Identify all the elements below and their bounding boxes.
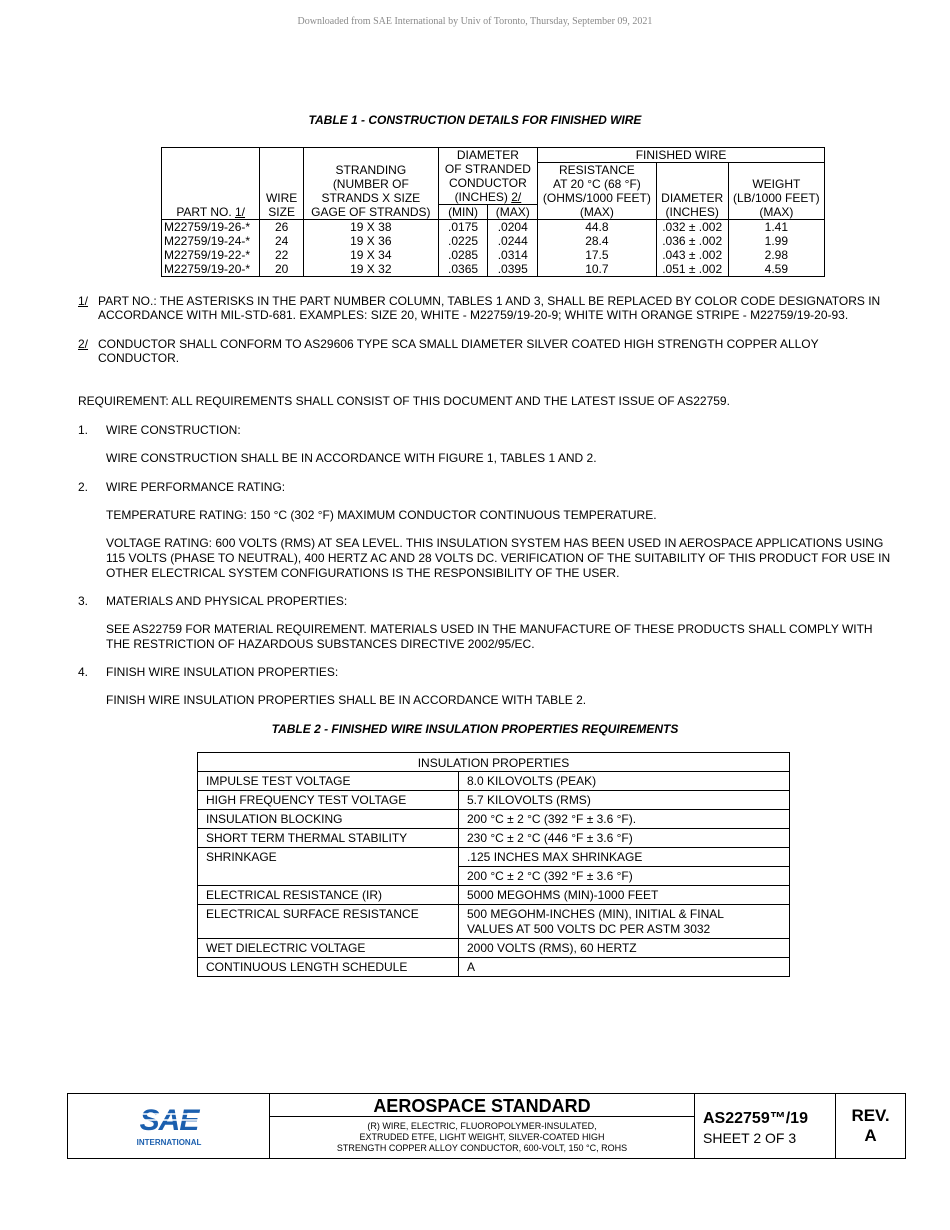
property-value: 230 °C ± 2 °C (446 °F ± 3.6 °F)	[459, 829, 790, 848]
section-heading: WIRE CONSTRUCTION:	[106, 423, 241, 437]
header-stranding: STRANDING (NUMBER OF STRANDS X SIZE GAGE OF STRANDS)	[303, 148, 438, 220]
cell-dmax: .0244	[488, 234, 538, 248]
property-value: 500 MEGOHM-INCHES (MIN), INITIAL & FINAL VALUES AT 500 VOLTS DC PER ASTM 3032	[459, 905, 790, 939]
section-heading: FINISH WIRE INSULATION PROPERTIES:	[106, 665, 339, 679]
cell-stranding: 19 X 36	[303, 234, 438, 248]
cell-weight: 1.99	[728, 234, 824, 248]
footnote-text: PART NO.: THE ASTERISKS IN THE PART NUMBER COLUMN, TABLES 1 AND 3, SHALL BE REPLACED BY COLOR CODE DESIGNATORS IN ACCORDANCE WITH MIL-STD-681. EXAMPLES: SIZE 20, WHITE - M22759/19-20-9; WHITE WITH ORANGE STRIPE - M22759/19-20-93.	[98, 294, 881, 322]
cell-resistance: 10.7	[538, 262, 657, 277]
requirement-statement: REQUIREMENT: ALL REQUIREMENTS SHALL CONSIST OF THIS DOCUMENT AND THE LATEST ISSUE OF AS22759.	[78, 394, 730, 408]
sae-logo-text: SAE	[139, 1104, 199, 1137]
cell-weight: 4.59	[728, 262, 824, 277]
table-row	[162, 234, 825, 248]
section-number: 4.	[78, 665, 89, 679]
header-fw-diameter: DIAMETER (INCHES)	[656, 163, 728, 220]
cell-dmin: .0365	[438, 262, 488, 277]
cell-part: M22759/19-20-*	[162, 262, 260, 277]
title-cell	[270, 1094, 695, 1158]
property-name: HIGH FREQUENCY TEST VOLTAGE	[198, 791, 459, 810]
cell-weight: 2.98	[728, 248, 824, 262]
header-resistance: RESISTANCE AT 20 °C (68 °F) (OHMS/1000 FEET) (MAX)	[538, 163, 657, 220]
header-wire-size: WIRE SIZE	[260, 148, 304, 220]
cell-diameter: .036 ± .002	[656, 234, 728, 248]
property-name: ELECTRICAL RESISTANCE (IR)	[198, 886, 459, 905]
section-number: 1.	[78, 423, 89, 437]
header-stranded-diameter: DIAMETER OF STRANDED CONDUCTOR (INCHES) 2/	[438, 148, 537, 205]
header-finished-wire: FINISHED WIRE	[538, 148, 825, 163]
section-number: 3.	[78, 594, 89, 608]
property-value: 8.0 KILOVOLTS (PEAK)	[459, 772, 790, 791]
table-row	[198, 810, 790, 829]
construction-details-table	[161, 147, 825, 277]
property-name: SHORT TERM THERMAL STABILITY	[198, 829, 459, 848]
table1-title: TABLE 1 - CONSTRUCTION DETAILS FOR FINISHED WIRE	[308, 113, 642, 127]
cell-diameter: .043 ± .002	[656, 248, 728, 262]
property-value: 5.7 KILOVOLTS (RMS)	[459, 791, 790, 810]
cell-part: M22759/19-26-*	[162, 220, 260, 235]
revision: REV. A	[851, 1106, 890, 1145]
cell-resistance: 28.4	[538, 234, 657, 248]
property-name: SHRINKAGE	[198, 848, 459, 886]
table-row	[198, 958, 790, 977]
property-value: A	[459, 958, 790, 977]
cell-dmin: .0225	[438, 234, 488, 248]
cell-dmax: .0204	[488, 220, 538, 235]
cell-dmin: .0285	[438, 248, 488, 262]
sae-logo-subtext: INTERNATIONAL	[136, 1138, 202, 1147]
cell-size: 24	[260, 234, 304, 248]
cell-diameter: .051 ± .002	[656, 262, 728, 277]
header-weight: WEIGHT (LB/1000 FEET) (MAX)	[728, 163, 824, 220]
table2-header: INSULATION PROPERTIES	[198, 753, 790, 772]
property-name: IMPULSE TEST VOLTAGE	[198, 772, 459, 791]
table-row	[198, 848, 790, 867]
cell-resistance: 17.5	[538, 248, 657, 262]
doc-number: AS22759™/19	[703, 1110, 808, 1127]
table-row	[198, 829, 790, 848]
section-heading: WIRE PERFORMANCE RATING:	[106, 480, 286, 494]
header-part-no: PART NO. 1/	[162, 148, 260, 220]
insulation-properties-table	[197, 752, 790, 977]
standard-description: (R) WIRE, ELECTRIC, FLUOROPOLYMER-INSULATED, EXTRUDED ETFE, LIGHT WEIGHT, SILVER-COATED HIGH STRENGTH COPPER ALLOY CONDUCTOR, 600-VOLT, 150 °C, ROHS	[336, 1121, 628, 1153]
property-name: WET DIELECTRIC VOLTAGE	[198, 939, 459, 958]
header-max: (MAX)	[488, 205, 538, 220]
table-row	[198, 886, 790, 905]
table-row	[198, 791, 790, 810]
property-name: ELECTRICAL SURFACE RESISTANCE	[198, 905, 459, 939]
cell-size: 20	[260, 262, 304, 277]
section-number: 2.	[78, 480, 89, 494]
property-value: 5000 MEGOHMS (MIN)-1000 FEET	[459, 886, 790, 905]
table2-title: TABLE 2 - FINISHED WIRE INSULATION PROPERTIES REQUIREMENTS	[271, 722, 679, 736]
section-paragraph: FINISH WIRE INSULATION PROPERTIES SHALL BE IN ACCORDANCE WITH TABLE 2.	[106, 693, 587, 707]
cell-weight: 1.41	[728, 220, 824, 235]
cell-size: 22	[260, 248, 304, 262]
document-footer	[67, 1093, 906, 1159]
section-heading: MATERIALS AND PHYSICAL PROPERTIES:	[106, 594, 348, 608]
download-watermark: Downloaded from SAE International by Univ of Toronto, Thursday, September 09, 2021	[297, 16, 653, 27]
cell-stranding: 19 X 38	[303, 220, 438, 235]
table-row	[162, 262, 825, 277]
cell-size: 26	[260, 220, 304, 235]
cell-stranding: 19 X 32	[303, 262, 438, 277]
cell-dmax: .0314	[488, 248, 538, 262]
table-row	[162, 248, 825, 262]
property-value: 200 °C ± 2 °C (392 °F ± 3.6 °F).	[459, 810, 790, 829]
table-row	[162, 220, 825, 235]
section-paragraph: WIRE CONSTRUCTION SHALL BE IN ACCORDANCE WITH FIGURE 1, TABLES 1 AND 2.	[106, 451, 597, 465]
footnote-text: CONDUCTOR SHALL CONFORM TO AS29606 TYPE SCA SMALL DIAMETER SILVER COATED HIGH STRENGTH COPPER ALLOY CONDUCTOR.	[98, 337, 819, 365]
standard-title: AEROSPACE STANDARD	[270, 1094, 694, 1117]
logo-cell	[68, 1094, 270, 1158]
section-paragraph: VOLTAGE RATING: 600 VOLTS (RMS) AT SEA LEVEL. THIS INSULATION SYSTEM HAS BEEN USED IN AEROSPACE APPLICATIONS USING 115 VOLTS (PHASE TO NEUTRAL), 400 HERTZ AC AND 28 VOLTS DC. VERIFICATION OF THE SUITABILITY OF THIS PRODUCT FOR USE IN OTHER ELECTRICAL SYSTEM CONFIGURATIONS IS THE RESPONSIBILITY OF THE USER.	[106, 536, 891, 580]
cell-stranding: 19 X 34	[303, 248, 438, 262]
footnote-mark: 2/	[78, 337, 89, 351]
section-paragraph: TEMPERATURE RATING: 150 °C (302 °F) MAXIMUM CONDUCTOR CONTINUOUS TEMPERATURE.	[106, 508, 657, 522]
property-value: 200 °C ± 2 °C (392 °F ± 3.6 °F)	[459, 867, 790, 886]
property-name: INSULATION BLOCKING	[198, 810, 459, 829]
sheet-number: SHEET 2 OF 3	[703, 1130, 797, 1146]
footnote-2	[78, 337, 888, 365]
table-row	[198, 772, 790, 791]
property-value: 2000 VOLTS (RMS), 60 HERTZ	[459, 939, 790, 958]
cell-part: M22759/19-24-*	[162, 234, 260, 248]
cell-dmin: .0175	[438, 220, 488, 235]
header-min: (MIN)	[438, 205, 488, 220]
table-row	[198, 905, 790, 939]
footnote-1	[78, 294, 888, 322]
footnote-mark: 1/	[78, 294, 89, 308]
doc-number-cell	[695, 1094, 836, 1158]
cell-part: M22759/19-22-*	[162, 248, 260, 262]
cell-resistance: 44.8	[538, 220, 657, 235]
property-name: CONTINUOUS LENGTH SCHEDULE	[198, 958, 459, 977]
revision-cell	[836, 1094, 905, 1158]
cell-diameter: .032 ± .002	[656, 220, 728, 235]
section-paragraph: SEE AS22759 FOR MATERIAL REQUIREMENT. MATERIALS USED IN THE MANUFACTURE OF THESE PRODUCTS SHALL COMPLY WITH THE RESTRICTION OF HAZARDOUS SUBSTANCES DIRECTIVE 2002/95/EC.	[106, 622, 873, 651]
cell-dmax: .0395	[488, 262, 538, 277]
sae-logo	[68, 1094, 270, 1158]
table-row	[198, 939, 790, 958]
property-value: .125 INCHES MAX SHRINKAGE	[459, 848, 790, 867]
